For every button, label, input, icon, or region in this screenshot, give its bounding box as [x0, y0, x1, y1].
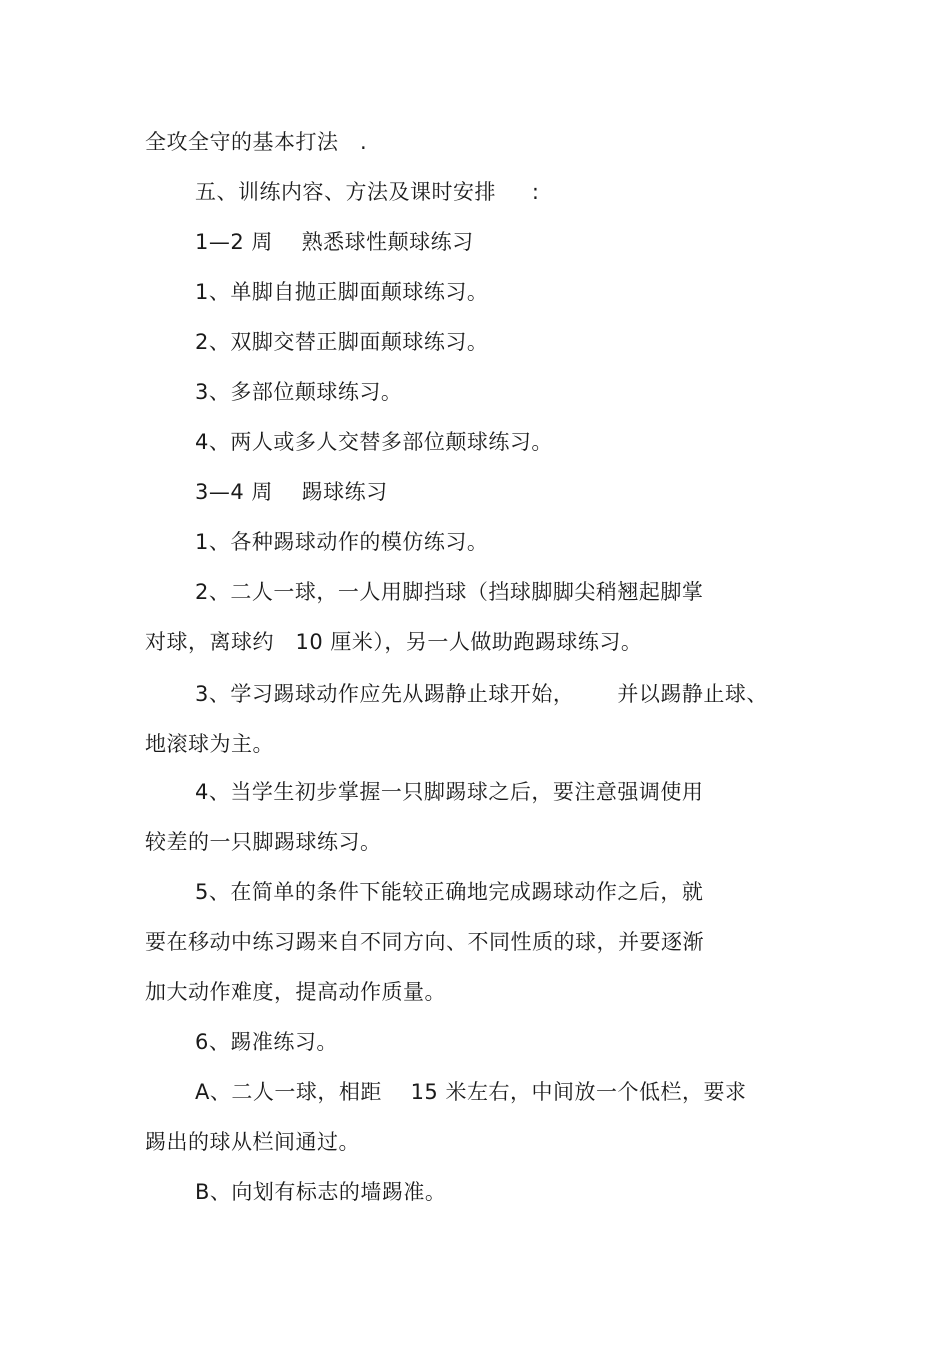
week-heading: 1—2 周 熟悉球性颠球练习: [195, 230, 474, 254]
text-line: 加大动作难度，提高动作质量。: [145, 980, 446, 1004]
list-item: 4、当学生初步掌握一只脚踢球之后，要注意强调使用: [195, 780, 704, 804]
text-line: 对球，离球约 10 厘米），另一人做助跑踢球练习。: [145, 630, 643, 654]
list-item: 2、双脚交替正脚面颠球练习。: [195, 330, 489, 354]
list-item: 2、二人一球，一人用脚挡球（挡球脚脚尖稍翘起脚掌: [195, 580, 704, 604]
section-heading: 五、训练内容、方法及课时安排 :: [195, 180, 540, 204]
list-item: 5、在简单的条件下能较正确地完成踢球动作之后，就: [195, 880, 704, 904]
week-heading: 3—4 周 踢球练习: [195, 480, 388, 504]
text-line: 地滚球为主。: [145, 732, 274, 756]
list-item: 3、多部位颠球练习。: [195, 380, 403, 404]
text-line: 要在移动中练习踢来自不同方向、不同性质的球，并要逐渐: [145, 930, 704, 954]
list-item: 3、学习踢球动作应先从踢静止球开始， 并以踢静止球、: [195, 682, 768, 706]
list-item: 1、单脚自抛正脚面颠球练习。: [195, 280, 489, 304]
list-item: 6、踢准练习。: [195, 1030, 338, 1054]
sub-item: B、向划有标志的墙踢准。: [195, 1180, 447, 1204]
list-item: 1、各种踢球动作的模仿练习。: [195, 530, 489, 554]
text-line: 全攻全守的基本打法 .: [145, 130, 368, 154]
text-line: 较差的一只脚踢球练习。: [145, 830, 382, 854]
list-item: 4、两人或多人交替多部位颠球练习。: [195, 430, 553, 454]
text-line: 踢出的球从栏间通过。: [145, 1130, 360, 1154]
sub-item: A、二人一球，相距 15 米左右，中间放一个低栏，要求: [195, 1080, 747, 1104]
